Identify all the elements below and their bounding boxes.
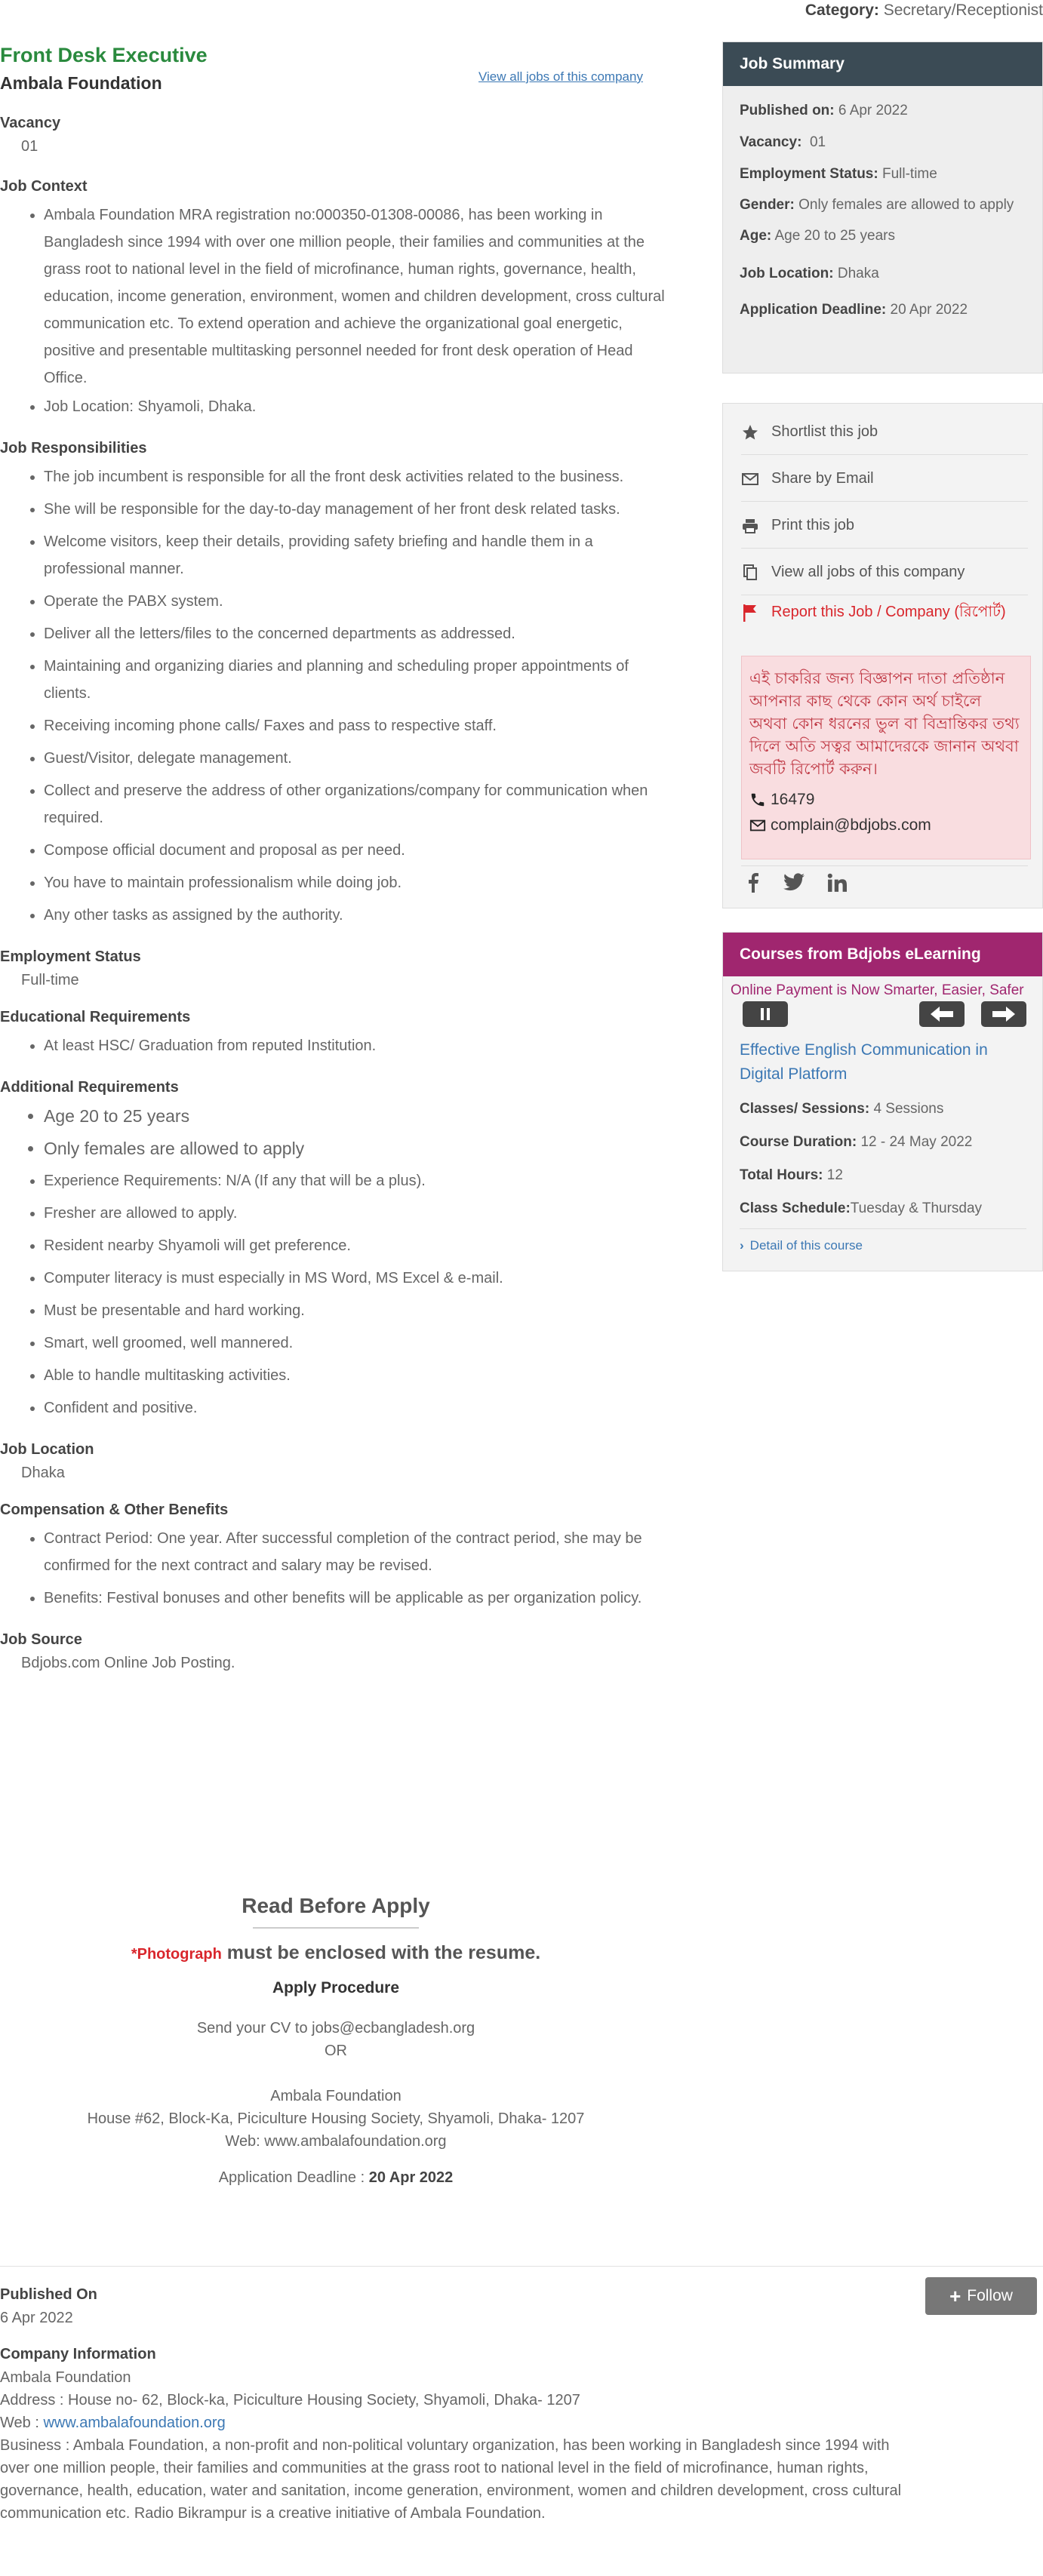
list-item: • Fresher are allowed to apply. [44,1200,672,1227]
course-classes [740,1101,943,1117]
vacancy-heading: Vacancy [0,115,61,131]
employment-status-heading: Employment Status [0,948,141,965]
course-hours [740,1167,843,1184]
arrow-right-icon [991,1006,1017,1022]
summary-published [723,103,1042,119]
list-item: • Receiving incoming phone calls/ Faxes and pass to respective staff. [44,712,672,739]
company-name: Ambala Foundation [0,73,162,93]
course-duration [740,1134,972,1151]
deadline-value: 20 Apr 2022 [368,2169,454,2186]
job-responsibilities-heading: Job Responsibilities [0,440,147,456]
divider [740,1228,1026,1229]
company-info-web [0,2412,906,2434]
courses-marquee: Online Payment is Now Smarter, Easier, Safer [731,982,1024,998]
list-item: • Deliver all the letters/files to the concerned departments as addressed. [44,620,672,647]
summary-location [723,266,1042,282]
apply-procedure-heading: Apply Procedure [272,1979,400,1997]
list-item: • Compose official document and proposal as per need. [44,837,672,864]
category-value: Secretary/Receptionist [883,2,1043,19]
additional-requirements-heading: Additional Requirements [0,1079,179,1096]
summary-employment-label: Employment Status: [740,166,878,182]
summary-gender-label: Gender: [740,197,795,213]
company-footer [0,2286,906,2525]
compensation-heading: Compensation & Other Benefits [0,1502,229,1518]
job-context-heading: Job Context [0,178,88,195]
share-email-label: Share by Email [771,470,874,487]
job-details [0,44,672,1672]
summary-deadline [723,302,1042,318]
divider [253,1927,419,1929]
list-item: • Collect and preserve the address of other organizations/company for communication when required. [44,777,672,832]
job-location-value: Dhaka [21,1465,65,1481]
list-item: • You have to maintain professionalism while doing job. [44,869,672,896]
list-item: • Must be presentable and hard working. [44,1297,672,1324]
view-all-jobs-link[interactable]: View all jobs of this company [478,69,643,84]
list-item: • Guest/Visitor, delegate management. [44,745,672,772]
company-info-name: Ambala Foundation [0,2369,131,2386]
additional-list [0,1167,672,1422]
flag-icon [741,603,759,622]
printer-icon [741,517,759,535]
job-summary-panel [722,41,1043,373]
list-item: • Maintaining and organizing diaries and planning and scheduling proper appointments of clients. [44,653,672,707]
employment-status-value: Full-time [21,972,79,988]
summary-published-label: Published on: [740,103,835,118]
pause-icon [759,1007,771,1021]
photograph-word: *Photograph [131,1946,222,1963]
summary-location-label: Job Location: [740,266,834,281]
job-source-value: Bdjobs.com Online Job Posting. [21,1655,235,1671]
course-classes-label: Classes/ Sessions: [740,1101,870,1117]
course-duration-label: Course Duration: [740,1134,857,1150]
twitter-icon[interactable] [783,873,805,891]
next-button[interactable] [981,1001,1026,1027]
divider [741,865,1028,866]
facebook-icon[interactable] [746,873,761,893]
envelope-icon [749,817,766,834]
follow-button[interactable] [925,2277,1037,2315]
view-all-label: View all jobs of this company [771,564,965,580]
course-detail-label: Detail of this course [749,1238,863,1253]
list-item: • Age 20 to 25 years [44,1102,672,1130]
shortlist-label: Shortlist this job [771,423,878,440]
list-item: • Contract Period: One year. After successful completion of the contract period, she may be confirmed for the next contract and salary may be revised. [44,1525,672,1579]
list-item: • Confident and positive. [44,1394,672,1422]
company-information-heading: Company Information [0,2346,156,2362]
responsibilities-list [0,463,672,929]
list-item: • Experience Requirements: N/A (If any that will be a plus). [44,1167,672,1194]
list-item: • Only females are allowed to apply [44,1135,672,1162]
linkedin-icon[interactable] [827,873,847,893]
arrow-left-icon [929,1006,955,1022]
photograph-note [0,1942,672,1964]
send-cv-text: Send your CV to jobs@ecbangladesh.org [196,2020,475,2037]
read-before-apply [0,1894,672,2189]
job-location-heading: Job Location [0,1441,94,1458]
course-schedule-label: Class Schedule: [740,1200,851,1216]
or-text: OR [325,2043,347,2059]
apply-address: House #62, Block-Ka, Piciculture Housing Society, Shyamoli, Dhaka- 1207 [87,2110,585,2127]
courses-panel [722,932,1043,1271]
complaint-phone [749,791,1023,809]
report-notice-box [741,656,1031,859]
apply-deadline [0,2166,672,2189]
summary-vacancy-label: Vacancy: [740,134,802,150]
phone-icon [749,792,766,808]
complaint-phone-number: 16479 [771,791,815,808]
summary-location-value: Dhaka [837,266,879,281]
complaint-email[interactable] [749,816,1023,835]
web-label: Web : [0,2415,39,2431]
courses-heading: Courses from Bdjobs eLearning [723,933,1042,976]
photograph-rest: must be enclosed with the resume. [226,1942,541,1963]
rba-title: Read Before Apply [242,1894,430,1917]
education-list [0,1032,672,1059]
pause-button[interactable] [743,1001,788,1027]
company-info-business: Business : Ambala Foundation, a non-profit and non-political voluntary organization, has been working in Bangladesh since 1994 with over one million people, their families and communities at the grass root to national level in the field of microfinance, human rights, governance, health, education, water and sanitation, income generation, environment, women and children development, cross cultural communication etc. Radio Bikrampur is a creative initiative of Ambala Foundation. [0,2437,902,2522]
envelope-icon [741,470,759,488]
course-hours-value: 12 [826,1167,843,1183]
report-job-action[interactable] [741,601,1028,648]
list-item: • Ambala Foundation MRA registration no:000350-01308-00086, has been working in Bangladesh since 1994 with over one million people, their families and communities at the grass root to national level in the field of microfinance, human rights, governance, health, education, income generation, environment, women and children development, cross cultural communication etc. To extend operation and achieve the organizational goal energetic, positive and presentable multitasking personnel needed for front desk operation of Head Office. [44,201,672,392]
summary-age-value: Age 20 to 25 years [774,228,895,244]
copy-icon [741,564,759,582]
company-info-address: Address : House no- 62, Block-ka, Piciculture Housing Society, Shyamoli, Dhaka- 1207 [0,2392,580,2408]
summary-gender [723,198,1042,213]
follow-label: Follow [967,2287,1013,2304]
job-context-list [0,201,672,420]
published-on-value: 6 Apr 2022 [0,2310,73,2326]
chevron-right-icon: › [740,1238,744,1253]
summary-vacancy [723,134,1042,151]
additional-big-list [0,1102,672,1162]
summary-deadline-value: 20 Apr 2022 [890,302,968,318]
job-source-heading: Job Source [0,1631,82,1648]
educational-requirements-heading: Educational Requirements [0,1009,191,1025]
course-detail-link[interactable] [740,1238,863,1253]
course-classes-value: 4 Sessions [873,1101,944,1117]
published-on-heading: Published On [0,2286,97,2303]
course-schedule-value: Tuesday & Thursday [850,1200,983,1216]
print-job-action[interactable] [741,503,1028,549]
summary-employment [723,166,1042,183]
course-title[interactable]: Effective English Communication in Digital Platform [740,1041,988,1083]
course-hours-label: Total Hours: [740,1167,823,1183]
category-label: Category: [805,2,879,19]
course-schedule [740,1200,982,1217]
company-web-link[interactable]: www.ambalafoundation.org [43,2415,226,2431]
category-line [805,2,1043,20]
compensation-list [0,1525,672,1612]
view-all-jobs-action[interactable] [741,550,1028,595]
star-icon [741,423,759,441]
list-item: • Smart, well groomed, well mannered. [44,1329,672,1357]
share-email-action[interactable] [741,456,1028,502]
apply-web: Web: www.ambalafoundation.org [225,2133,447,2150]
summary-employment-value: Full-time [881,166,937,182]
list-item: • Operate the PABX system. [44,588,672,615]
list-item: • She will be responsible for the day-to-day management of her front desk related tasks. [44,496,672,523]
report-notice-text: এই চাকরির জন্য বিজ্ঞাপন দাতা প্রতিষ্ঠান আপনার কাছ থেকে কোন অর্থ চাইলে অথবা কোন ধরনের ভুল বা বিভ্রান্তিকর তথ্য দিলে অতি সত্বর আমাদেরকে জানান অথবা জবটি রিপোর্ট করুন। [749,669,1020,778]
vacancy-value: 01 [21,138,38,155]
list-item: • Job Location: Shyamoli, Dhaka. [44,393,672,420]
job-summary-heading: Job Summary [723,42,1042,86]
apply-org-name: Ambala Foundation [270,2088,402,2104]
summary-deadline-label: Application Deadline: [740,302,887,318]
report-label: Report this Job / Company (রিপোর্ট) [771,604,1006,620]
previous-button[interactable] [919,1001,965,1027]
list-item: • Any other tasks as assigned by the authority. [44,902,672,929]
summary-age-label: Age: [740,228,772,244]
print-label: Print this job [771,517,855,533]
complaint-email-address: complain@bdjobs.com [771,816,931,834]
social-share-icons [746,873,847,893]
job-title: Front Desk Executive [0,44,208,66]
list-item: • Resident nearby Shyamoli will get preference. [44,1232,672,1259]
shortlist-job-action[interactable] [741,410,1028,455]
list-item: • Welcome visitors, keep their details, providing safety briefing and handle them in a professional manner. [44,528,672,583]
list-item: • The job incumbent is responsible for all the front desk activities related to the business. [44,463,672,490]
divider [0,2266,1043,2267]
summary-published-value: 6 Apr 2022 [838,103,908,118]
summary-age [723,228,1042,244]
job-actions-panel [722,403,1043,908]
list-item: • Able to handle multitasking activities. [44,1362,672,1389]
summary-vacancy-value: 01 [809,134,826,150]
summary-gender-value: Only females are allowed to apply [798,197,1014,213]
list-item: • Benefits: Festival bonuses and other benefits will be applicable as per organization policy. [44,1585,672,1612]
course-duration-value: 12 - 24 May 2022 [860,1134,973,1150]
list-item: • Computer literacy is must especially in MS Word, MS Excel & e-mail. [44,1265,672,1292]
deadline-label: Application Deadline : [218,2169,365,2186]
list-item: • At least HSC/ Graduation from reputed Institution. [44,1032,672,1059]
plus-icon: + [949,2285,961,2307]
